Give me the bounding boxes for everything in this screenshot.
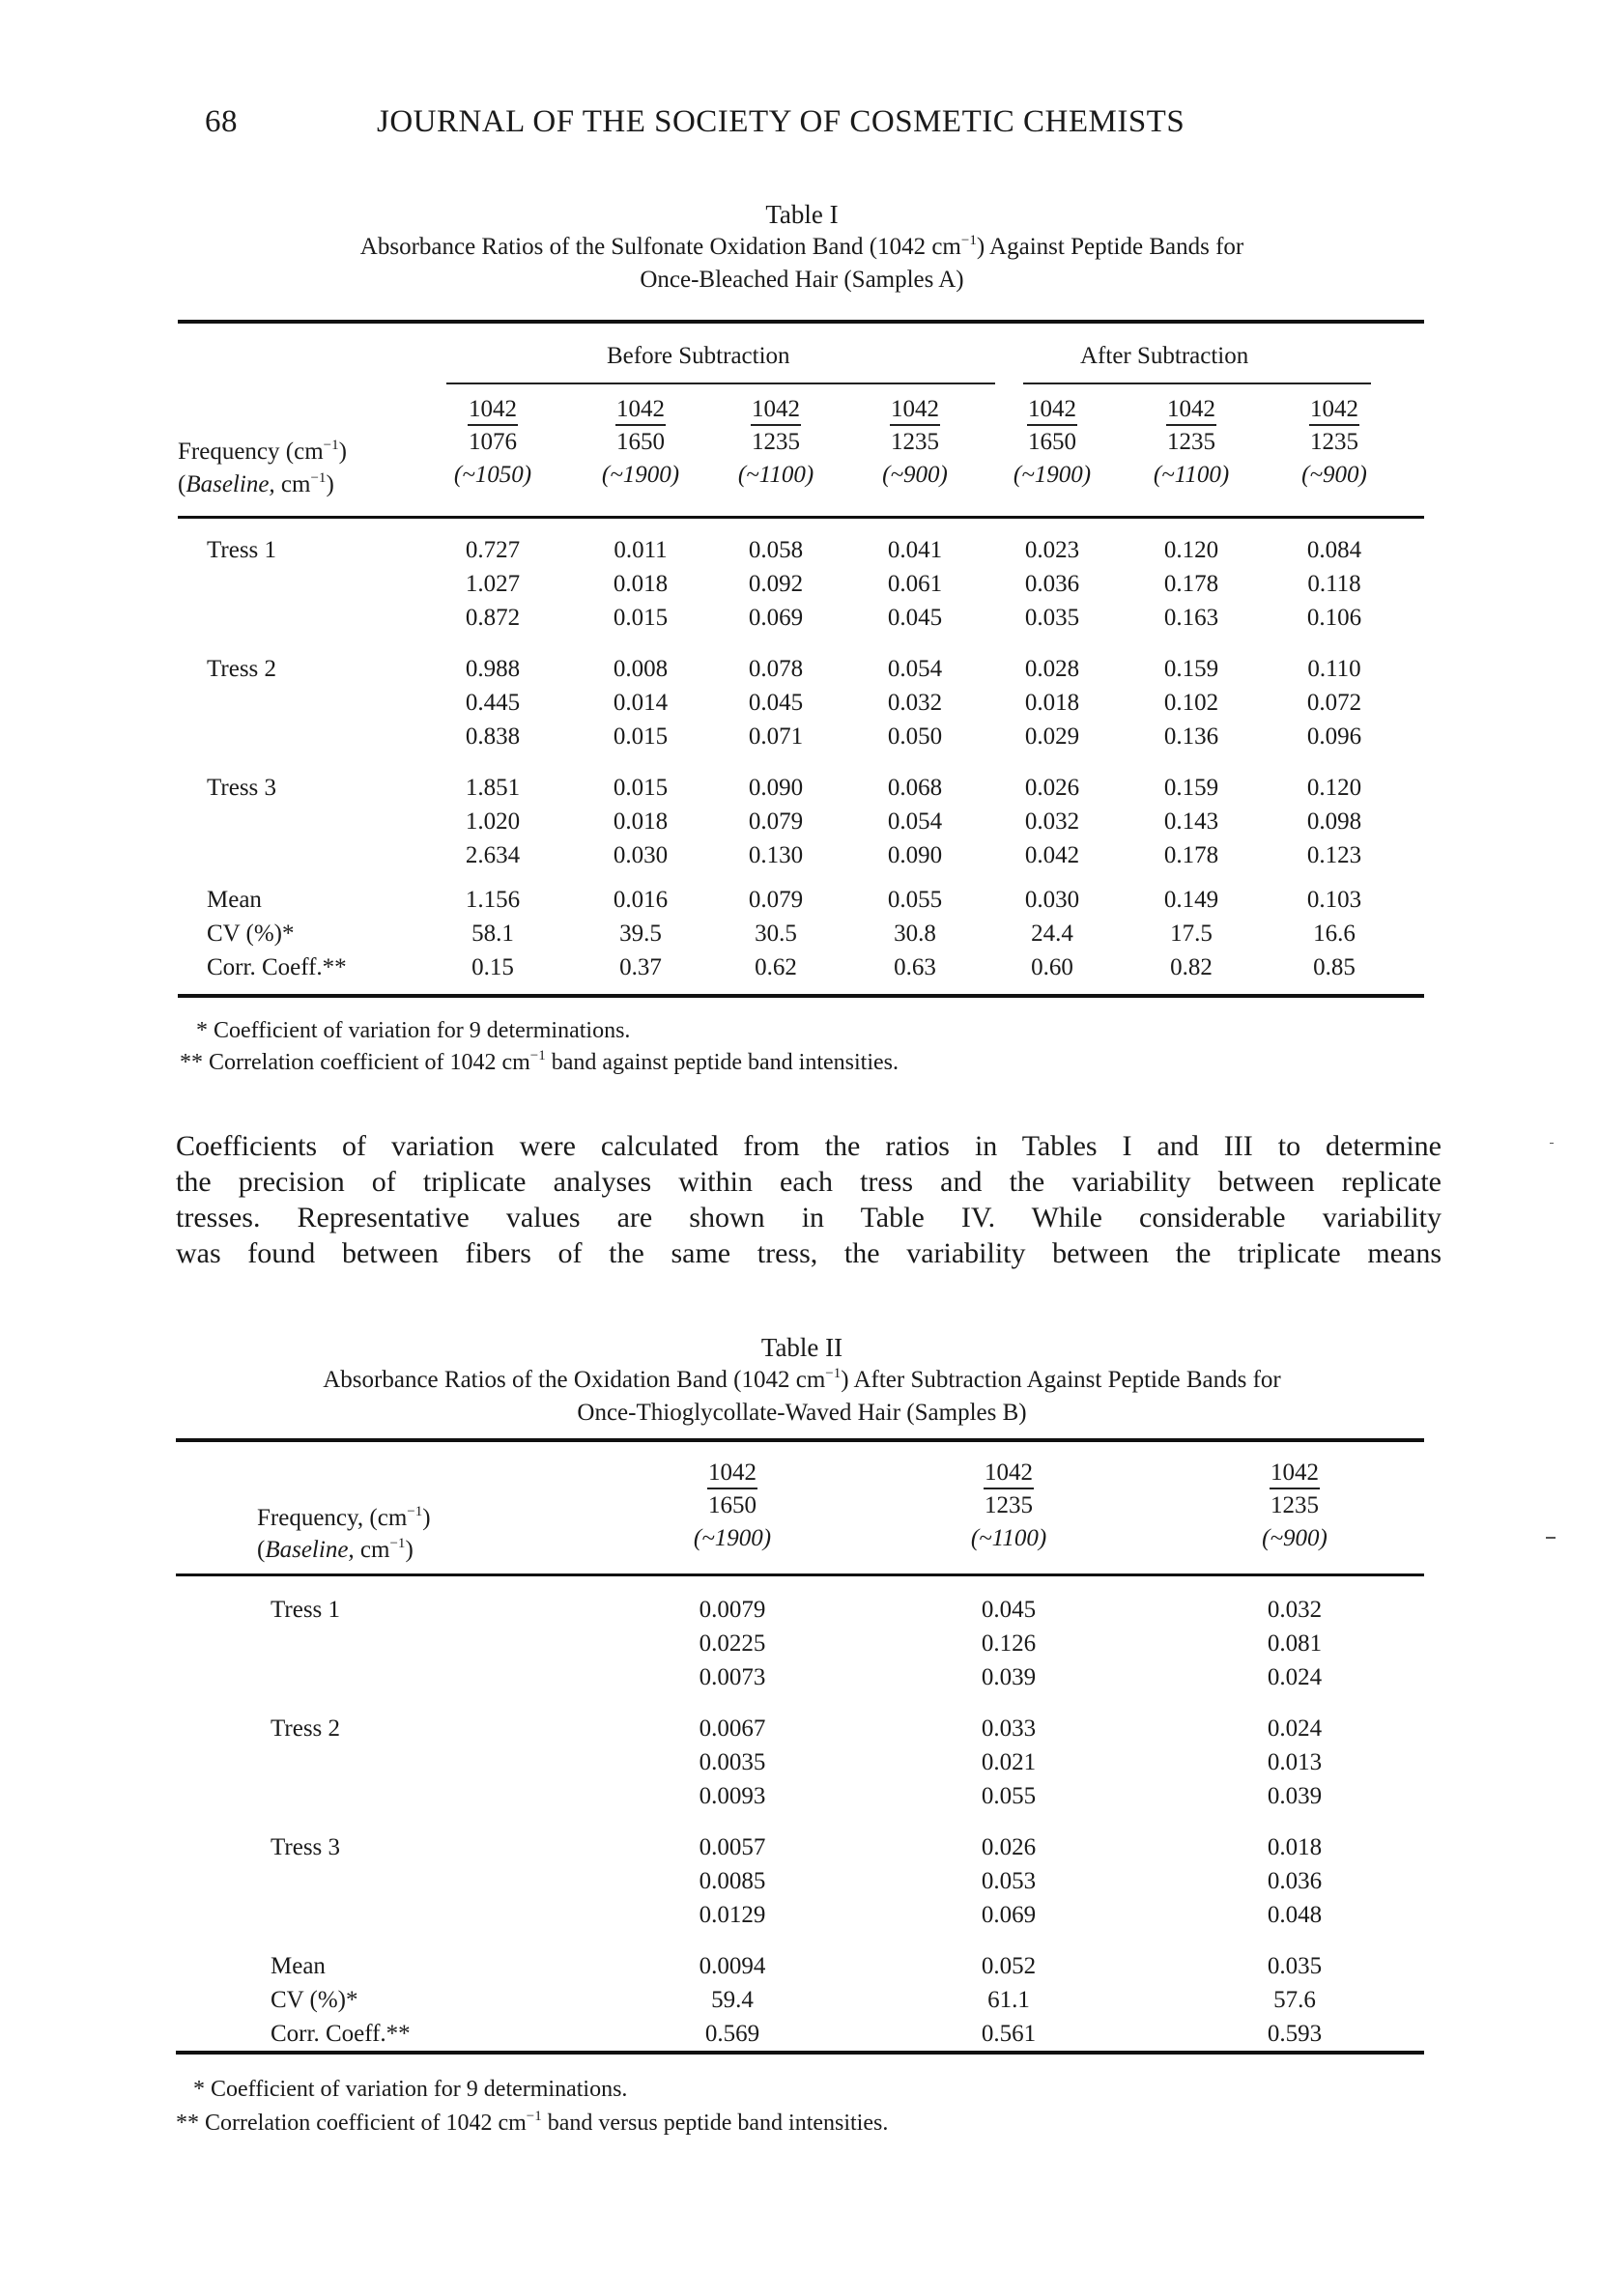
denominator: 1650 bbox=[1028, 429, 1076, 455]
summary-label: CV (%)* bbox=[271, 1987, 358, 2013]
denominator: 1235 bbox=[891, 429, 939, 455]
table-cell: 0.041 bbox=[887, 537, 943, 563]
table-cell: 0.069 bbox=[748, 605, 804, 631]
summary-cell: 17.5 bbox=[1170, 921, 1213, 947]
paragraph-line: was found between fibers of the same tress, the variability between the triplicate means bbox=[176, 1237, 1442, 1269]
table-cell: 0.0057 bbox=[699, 1834, 766, 1860]
frequency-label: Frequency, $(cm^{-1})$ bbox=[257, 1504, 431, 1531]
column-header bbox=[660, 1457, 805, 1555]
column-header bbox=[1222, 1457, 1367, 1555]
table-cell: 0.130 bbox=[748, 842, 804, 868]
table-cell: 0.838 bbox=[465, 723, 521, 750]
table-top-rule bbox=[178, 320, 1424, 324]
table-cell: 0.021 bbox=[981, 1749, 1037, 1775]
table-cell: 0.054 bbox=[887, 808, 943, 835]
table-cell: 0.069 bbox=[981, 1902, 1037, 1928]
footnote-2: ** Correlation coefficient of 1042 $cm^{-1}$ band versus peptide band intensities. bbox=[176, 2109, 889, 2136]
baseline: (~1100) bbox=[970, 1525, 1047, 1551]
summary-cell: 0.63 bbox=[894, 954, 936, 980]
numerator: 1042 bbox=[1166, 395, 1216, 426]
table-bottom-rule bbox=[176, 2051, 1424, 2055]
table-cell: 0.061 bbox=[887, 571, 943, 597]
baseline-label: (Baseline, $cm^{-1}$) bbox=[178, 470, 334, 497]
summary-cell: 0.0094 bbox=[699, 1953, 766, 1979]
table-cell: 0.018 bbox=[613, 808, 669, 835]
table-cell: 0.018 bbox=[613, 571, 669, 597]
numerator: 1042 bbox=[1027, 395, 1077, 426]
table-cell: 0.118 bbox=[1307, 571, 1361, 597]
table-cell: 0.055 bbox=[981, 1783, 1037, 1809]
summary-cell: 0.62 bbox=[755, 954, 797, 980]
table-cell: 0.068 bbox=[887, 775, 943, 801]
table-cell: 2.634 bbox=[465, 842, 521, 868]
table-cell: 0.178 bbox=[1163, 842, 1219, 868]
table-cell: 0.102 bbox=[1163, 690, 1219, 716]
table-cell: 0.015 bbox=[613, 605, 669, 631]
table-cell: 0.023 bbox=[1024, 537, 1080, 563]
paragraph-line: Coefficients of variation were calculated from the ratios in Tables I and III to determine bbox=[176, 1130, 1442, 1162]
tress-label: Tress 3 bbox=[271, 1834, 341, 1860]
caption-text: ) Against Peptide Bands for bbox=[976, 234, 1244, 260]
table-cell: 0.045 bbox=[887, 605, 943, 631]
table-cell: 0.136 bbox=[1163, 723, 1219, 750]
footnote-1: * Coefficient of variation for 9 determinations. bbox=[196, 1018, 631, 1043]
table-bottom-rule bbox=[178, 994, 1424, 998]
table-cell: 0.159 bbox=[1163, 775, 1219, 801]
table-cell: 0.032 bbox=[1267, 1597, 1323, 1623]
table-cell: 0.090 bbox=[887, 842, 943, 868]
header-bottom-rule bbox=[178, 516, 1424, 519]
baseline: (~1100) bbox=[1153, 462, 1230, 488]
tress-label: Tress 1 bbox=[271, 1597, 341, 1623]
table-cell: 0.0035 bbox=[699, 1749, 766, 1775]
table-1-caption bbox=[174, 198, 1430, 297]
table-cell: 0.014 bbox=[613, 690, 669, 716]
table-cell: 0.013 bbox=[1267, 1749, 1323, 1775]
summary-cell: 0.103 bbox=[1306, 887, 1362, 913]
table-cell: 0.045 bbox=[748, 690, 804, 716]
footnote-2: ** Correlation coefficient of 1042 $cm^{-1}$ band against peptide band intensities. bbox=[180, 1048, 899, 1075]
table-cell: 0.033 bbox=[981, 1715, 1037, 1742]
numerator: 1042 bbox=[707, 1459, 757, 1489]
table-cell: 0.024 bbox=[1267, 1664, 1323, 1690]
summary-label: Mean bbox=[271, 1953, 326, 1979]
column-header bbox=[1271, 393, 1397, 492]
caption-text: ) After Subtraction Against Peptide Bands for bbox=[841, 1367, 1281, 1393]
summary-cell: 0.035 bbox=[1267, 1953, 1323, 1979]
group-rule-after bbox=[1023, 383, 1371, 384]
baseline: (~900) bbox=[1262, 1525, 1328, 1551]
numerator: 1042 bbox=[751, 395, 801, 426]
tress-label: Tress 3 bbox=[207, 775, 277, 801]
caption-text: Once-Thioglycollate-Waved Hair (Samples B) bbox=[577, 1400, 1027, 1426]
group-header-after: After Subtraction bbox=[1080, 343, 1249, 369]
table-cell: 0.872 bbox=[465, 605, 521, 631]
column-header bbox=[430, 393, 556, 492]
tress-label: Tress 1 bbox=[207, 537, 277, 563]
table-cell: 0.054 bbox=[887, 656, 943, 682]
denominator: 1235 bbox=[752, 429, 800, 455]
summary-label: Mean bbox=[207, 887, 262, 913]
summary-cell: 0.079 bbox=[748, 887, 804, 913]
table-cell: 0.036 bbox=[1024, 571, 1080, 597]
table-cell: 0.988 bbox=[465, 656, 521, 682]
summary-cell: 59.4 bbox=[711, 1987, 754, 2013]
table-cell: 0.029 bbox=[1024, 723, 1080, 750]
denominator: 1076 bbox=[469, 429, 517, 455]
table-cell: 0.178 bbox=[1163, 571, 1219, 597]
table-cell: 0.0067 bbox=[699, 1715, 766, 1742]
numerator: 1042 bbox=[1270, 1459, 1320, 1489]
summary-cell: 1.156 bbox=[465, 887, 521, 913]
group-rule-before bbox=[446, 383, 995, 384]
table-cell: 0.143 bbox=[1163, 808, 1219, 835]
summary-cell: 0.030 bbox=[1024, 887, 1080, 913]
baseline: (~1900) bbox=[693, 1525, 772, 1551]
frequency-label: Frequency $(cm^{-1})$ bbox=[178, 438, 347, 465]
denominator: 1650 bbox=[616, 429, 665, 455]
table-cell: 0.445 bbox=[465, 690, 521, 716]
table-cell: 0.0093 bbox=[699, 1783, 766, 1809]
table-cell: 0.026 bbox=[1024, 775, 1080, 801]
superscript: −1 bbox=[825, 1366, 842, 1381]
summary-cell: 0.016 bbox=[613, 887, 669, 913]
table-cell: 0.015 bbox=[613, 723, 669, 750]
table-cell: 0.032 bbox=[887, 690, 943, 716]
baseline: (~900) bbox=[882, 462, 948, 488]
body-paragraph bbox=[176, 1128, 1442, 1271]
baseline: (~1900) bbox=[1013, 462, 1092, 488]
table-cell: 0.081 bbox=[1267, 1630, 1323, 1657]
table-cell: 0.079 bbox=[748, 808, 804, 835]
table-cell: 0.036 bbox=[1267, 1868, 1323, 1894]
table-cell: 1.020 bbox=[465, 808, 521, 835]
table-cell: 1.027 bbox=[465, 571, 521, 597]
baseline: (~1100) bbox=[737, 462, 814, 488]
numerator: 1042 bbox=[890, 395, 940, 426]
summary-cell: 39.5 bbox=[619, 921, 662, 947]
summary-cell: 16.6 bbox=[1313, 921, 1356, 947]
table-2-title: Table II bbox=[760, 1333, 843, 1362]
table-cell: 0.090 bbox=[748, 775, 804, 801]
denominator: 1235 bbox=[985, 1492, 1033, 1518]
table-cell: 0.072 bbox=[1306, 690, 1362, 716]
summary-cell: 0.052 bbox=[981, 1953, 1037, 1979]
summary-cell: 0.15 bbox=[471, 954, 514, 980]
baseline-label: (Baseline, $cm^{-1}$) bbox=[257, 1536, 414, 1563]
caption-text: Absorbance Ratios of the Sulfonate Oxidation Band (1042 cm bbox=[359, 234, 961, 260]
summary-label: Corr. Coeff.** bbox=[207, 954, 347, 980]
numerator: 1042 bbox=[984, 1459, 1034, 1489]
tress-label: Tress 2 bbox=[207, 656, 277, 682]
baseline: (~1900) bbox=[601, 462, 680, 488]
numerator: 1042 bbox=[1309, 395, 1359, 426]
denominator: 1235 bbox=[1167, 429, 1215, 455]
table-2-caption bbox=[174, 1331, 1430, 1430]
header-bottom-rule bbox=[176, 1573, 1424, 1576]
group-header-before: Before Subtraction bbox=[607, 343, 790, 369]
numerator: 1042 bbox=[615, 395, 666, 426]
table-cell: 0.106 bbox=[1306, 605, 1362, 631]
table-cell: 0.0073 bbox=[699, 1664, 766, 1690]
superscript: −1 bbox=[960, 233, 977, 248]
table-cell: 0.008 bbox=[613, 656, 669, 682]
summary-cell: 0.85 bbox=[1313, 954, 1356, 980]
summary-cell: 0.60 bbox=[1031, 954, 1073, 980]
table-cell: 0.0129 bbox=[699, 1902, 766, 1928]
table-cell: 0.110 bbox=[1307, 656, 1361, 682]
summary-cell: 58.1 bbox=[471, 921, 514, 947]
summary-cell: 57.6 bbox=[1273, 1987, 1316, 2013]
table-cell: 0.045 bbox=[981, 1597, 1037, 1623]
table-cell: 0.727 bbox=[465, 537, 521, 563]
table-cell: 0.071 bbox=[748, 723, 804, 750]
column-header bbox=[713, 393, 839, 492]
denominator: 1235 bbox=[1310, 429, 1358, 455]
table-cell: 0.120 bbox=[1306, 775, 1362, 801]
table-cell: 0.018 bbox=[1267, 1834, 1323, 1860]
table-cell: 0.096 bbox=[1306, 723, 1362, 750]
table-cell: 0.011 bbox=[614, 537, 668, 563]
table-cell: 0.024 bbox=[1267, 1715, 1323, 1742]
table-cell: 0.120 bbox=[1163, 537, 1219, 563]
journal-title: JOURNAL OF THE SOCIETY OF COSMETIC CHEMISTS bbox=[377, 104, 1185, 139]
table-cell: 0.0225 bbox=[699, 1630, 766, 1657]
summary-cell: 0.82 bbox=[1170, 954, 1213, 980]
numerator: 1042 bbox=[468, 395, 518, 426]
table-cell: 0.032 bbox=[1024, 808, 1080, 835]
table-cell: 0.159 bbox=[1163, 656, 1219, 682]
summary-label: CV (%)* bbox=[207, 921, 295, 947]
caption-text: Once-Bleached Hair (Samples A) bbox=[640, 267, 964, 293]
table-cell: 0.042 bbox=[1024, 842, 1080, 868]
table-top-rule bbox=[176, 1438, 1424, 1442]
table-cell: 0.015 bbox=[613, 775, 669, 801]
table-cell: 0.084 bbox=[1306, 537, 1362, 563]
column-header bbox=[989, 393, 1115, 492]
summary-cell: 24.4 bbox=[1031, 921, 1073, 947]
summary-cell: 61.1 bbox=[987, 1987, 1030, 2013]
baseline: (~1050) bbox=[453, 462, 532, 488]
table-cell: 0.078 bbox=[748, 656, 804, 682]
scan-mark bbox=[1546, 1537, 1556, 1539]
table-cell: 0.048 bbox=[1267, 1902, 1323, 1928]
column-header bbox=[852, 393, 978, 492]
table-cell: 0.0079 bbox=[699, 1597, 766, 1623]
denominator: 1235 bbox=[1271, 1492, 1319, 1518]
summary-label: Corr. Coeff.** bbox=[271, 2021, 411, 2047]
paragraph-line: the precision of triplicate analyses within each tress and the variability between replicate bbox=[176, 1166, 1442, 1198]
footnote-1: * Coefficient of variation for 9 determinations. bbox=[193, 2077, 628, 2102]
paragraph-line: tresses. Representative values are shown in Table IV. While considerable variability bbox=[176, 1202, 1442, 1233]
table-cell: 0.092 bbox=[748, 571, 804, 597]
table-cell: 0.098 bbox=[1306, 808, 1362, 835]
summary-cell: 0.149 bbox=[1163, 887, 1219, 913]
summary-cell: 30.8 bbox=[894, 921, 936, 947]
summary-cell: 0.37 bbox=[619, 954, 662, 980]
table-cell: 0.039 bbox=[1267, 1783, 1323, 1809]
table-cell: 0.058 bbox=[748, 537, 804, 563]
table-cell: 0.018 bbox=[1024, 690, 1080, 716]
scan-mark bbox=[1550, 1143, 1554, 1144]
page-number: 68 bbox=[205, 104, 238, 139]
table-cell: 0.163 bbox=[1163, 605, 1219, 631]
table-cell: 0.039 bbox=[981, 1664, 1037, 1690]
tress-label: Tress 2 bbox=[271, 1715, 341, 1742]
summary-cell: 0.055 bbox=[887, 887, 943, 913]
table-cell: 0.030 bbox=[613, 842, 669, 868]
caption-text: Absorbance Ratios of the Oxidation Band (1042 cm bbox=[323, 1367, 826, 1393]
table-cell: 1.851 bbox=[465, 775, 521, 801]
column-header bbox=[936, 1457, 1081, 1555]
table-cell: 0.035 bbox=[1024, 605, 1080, 631]
summary-cell: 0.561 bbox=[981, 2021, 1037, 2047]
column-header bbox=[578, 393, 703, 492]
table-cell: 0.050 bbox=[887, 723, 943, 750]
table-cell: 0.026 bbox=[981, 1834, 1037, 1860]
summary-cell: 0.569 bbox=[704, 2021, 760, 2047]
table-cell: 0.123 bbox=[1306, 842, 1362, 868]
column-header bbox=[1128, 393, 1254, 492]
table-cell: 0.0085 bbox=[699, 1868, 766, 1894]
table-cell: 0.053 bbox=[981, 1868, 1037, 1894]
summary-cell: 0.593 bbox=[1267, 2021, 1323, 2047]
table-cell: 0.126 bbox=[981, 1630, 1037, 1657]
summary-cell: 30.5 bbox=[755, 921, 797, 947]
baseline: (~900) bbox=[1301, 462, 1367, 488]
table-1-title: Table I bbox=[765, 200, 839, 229]
denominator: 1650 bbox=[708, 1492, 757, 1518]
table-cell: 0.028 bbox=[1024, 656, 1080, 682]
